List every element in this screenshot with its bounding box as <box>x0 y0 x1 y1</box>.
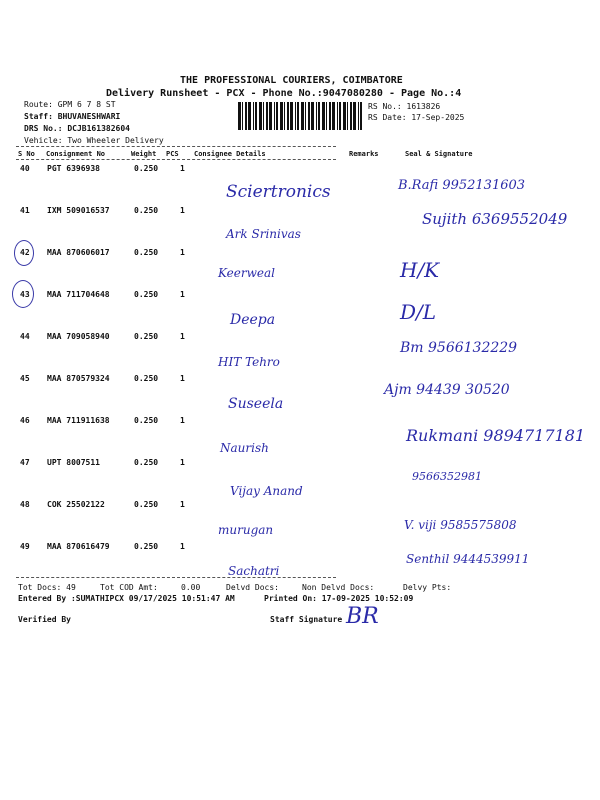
col-pcs: PCS <box>166 150 179 158</box>
row-pcs: 1 <box>180 290 185 299</box>
row-sno: 42 <box>20 248 30 257</box>
row-pcs: 1 <box>180 164 185 173</box>
row-consignee-handwritten: Sachatri <box>228 564 280 578</box>
row-pcs: 1 <box>180 542 185 551</box>
row-pcs: 1 <box>180 332 185 341</box>
row-consignment: IXM 509016537 <box>47 206 110 215</box>
row-consignment: PGT 6396938 <box>47 164 100 173</box>
verified-by: Verified By <box>18 615 71 624</box>
total-docs: Tot Docs: 49 <box>18 583 76 592</box>
total-cod-value: 0.00 <box>181 583 201 592</box>
row-seal-signature-handwritten: B.Rafi 9952131603 <box>398 178 526 193</box>
row-pcs: 1 <box>180 416 185 425</box>
row-consignee-handwritten: Suseela <box>228 396 284 412</box>
row-pcs: 1 <box>180 458 185 467</box>
mark-circle-42 <box>14 240 34 266</box>
printed-on: Printed On: 17-09-2025 10:52:09 <box>264 594 414 603</box>
row-pcs: 1 <box>180 248 185 257</box>
row-consignment: UPT 8007511 <box>47 458 100 467</box>
runsheet-subtitle: Delivery Runsheet - PCX - Phone No.:9047080280 - Page No.:4 <box>106 88 462 99</box>
row-consignment: MAA 711704648 <box>47 290 110 299</box>
row-consignment: MAA 709058940 <box>47 332 110 341</box>
row-seal-signature-handwritten: 9566352981 <box>412 470 482 483</box>
table-header-rule <box>16 159 336 160</box>
mark-circle-43 <box>12 280 34 308</box>
row-sno: 43 <box>20 290 30 299</box>
col-seal: Seal & Signature <box>405 150 473 158</box>
row-consignment: MAA 870579324 <box>47 374 110 383</box>
row-weight: 0.250 <box>134 290 159 299</box>
row-sno: 49 <box>20 542 30 551</box>
non-delivered-docs: Non Delvd Docs: <box>302 583 375 592</box>
row-sno: 46 <box>20 416 30 425</box>
company-title: THE PROFESSIONAL COURIERS, COIMBATORE <box>180 75 403 86</box>
row-consignment: MAA 711911638 <box>47 416 110 425</box>
row-weight: 0.250 <box>134 206 159 215</box>
col-consignment: Consignment No <box>46 150 106 158</box>
staff-signature-label: Staff Signature <box>270 615 343 624</box>
row-seal-signature-handwritten: Senthil 9444539911 <box>406 552 530 566</box>
row-seal-signature-handwritten: H/K <box>400 258 440 282</box>
row-consignee-handwritten: Deepa <box>230 312 276 328</box>
route: Route: GPM 6 7 8 ST <box>24 100 116 109</box>
row-seal-signature-handwritten: Bm 9566132229 <box>400 340 518 356</box>
row-consignee-handwritten: HIT Tehro <box>218 355 280 369</box>
row-weight: 0.250 <box>134 164 159 173</box>
row-consignee-handwritten: Keerweal <box>218 266 275 280</box>
row-seal-signature-handwritten: V. viji 9585575808 <box>404 518 517 532</box>
row-sno: 45 <box>20 374 30 383</box>
row-consignment: MAA 870606017 <box>47 248 110 257</box>
row-sno: 44 <box>20 332 30 341</box>
col-consignee: Consignee Details <box>194 150 266 158</box>
row-sno: 48 <box>20 500 30 509</box>
row-weight: 0.250 <box>134 500 159 509</box>
delivery-points: Delvy Pts: <box>403 583 452 592</box>
row-pcs: 1 <box>180 374 185 383</box>
row-consignment: COK 25502122 <box>47 500 105 509</box>
footer-rule <box>16 577 336 578</box>
rs-date: RS Date: 17-Sep-2025 <box>368 113 465 122</box>
row-seal-signature-handwritten: Ajm 94439 30520 <box>384 382 510 398</box>
col-weight: Weight <box>131 150 157 158</box>
drs-number: DRS No.: DCJB161382604 <box>24 124 130 133</box>
row-weight: 0.250 <box>134 542 159 551</box>
row-pcs: 1 <box>180 500 185 509</box>
row-weight: 0.250 <box>134 248 159 257</box>
row-pcs: 1 <box>180 206 185 215</box>
vehicle: Vehicle: Two Wheeler Delivery <box>24 136 164 145</box>
staff: Staff: BHUVANESHWARI <box>24 112 121 121</box>
total-cod-label: Tot COD Amt: <box>100 583 158 592</box>
row-consignee-handwritten: Naurish <box>220 441 269 455</box>
rs-number: RS No.: 1613826 <box>368 102 441 111</box>
delivered-docs: Delvd Docs: <box>226 583 279 592</box>
row-seal-signature-handwritten: Sujith 6369552049 <box>422 210 568 228</box>
barcode-image <box>238 102 364 130</box>
row-consignee-handwritten: Sciertronics <box>226 182 331 202</box>
row-weight: 0.250 <box>134 458 159 467</box>
col-remarks: Remarks <box>349 150 379 158</box>
col-sno: S No <box>18 150 35 158</box>
row-consignee-handwritten: murugan <box>218 523 274 537</box>
table-top-rule <box>16 146 336 147</box>
row-weight: 0.250 <box>134 374 159 383</box>
staff-signature-handwritten: BR <box>346 604 379 629</box>
row-consignee-handwritten: Ark Srinivas <box>226 227 301 241</box>
row-sno: 41 <box>20 206 30 215</box>
row-sno: 40 <box>20 164 30 173</box>
row-weight: 0.250 <box>134 416 159 425</box>
row-seal-signature-handwritten: Rukmani 9894717181 <box>406 426 586 445</box>
row-consignee-handwritten: Vijay Anand <box>230 484 303 498</box>
row-sno: 47 <box>20 458 30 467</box>
entered-by: Entered By :SUMATHIPCX 09/17/2025 10:51:47 AM <box>18 594 235 603</box>
row-weight: 0.250 <box>134 332 159 341</box>
row-seal-signature-handwritten: D/L <box>400 300 437 324</box>
row-consignment: MAA 870616479 <box>47 542 110 551</box>
